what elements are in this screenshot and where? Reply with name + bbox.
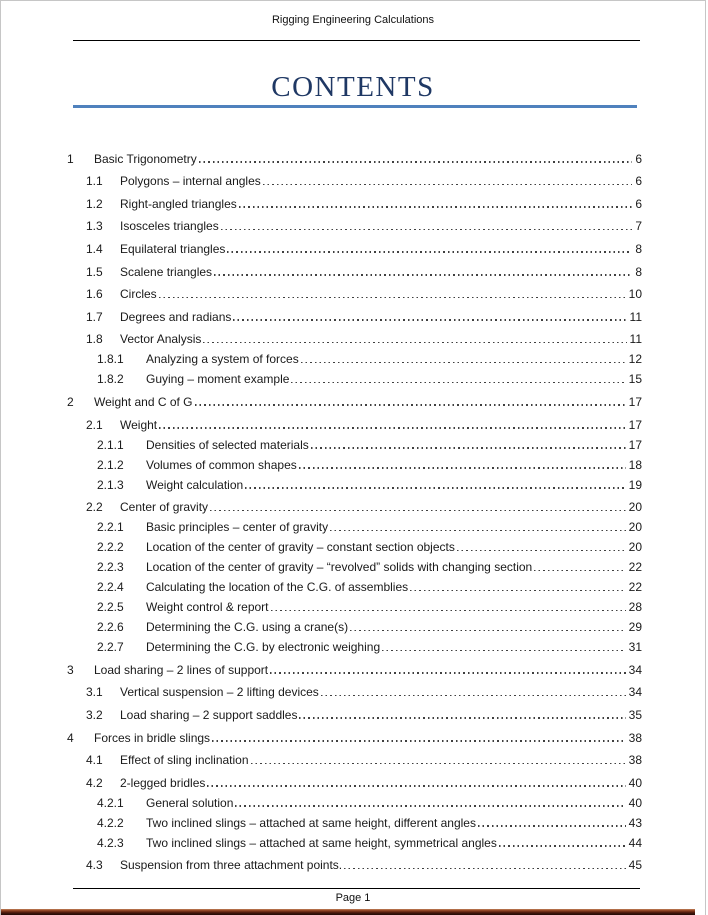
dot-leader xyxy=(350,630,626,632)
toc-entry-label: Weight and C of G xyxy=(94,394,193,409)
dot-leader xyxy=(195,404,626,406)
toc-entry-page: 20 xyxy=(628,540,642,555)
toc-entry-number: 2.1 xyxy=(86,417,103,432)
toc-entry-label: Vector Analysis xyxy=(120,332,202,347)
toc-entry-number: 4.1 xyxy=(86,753,103,768)
toc-entry-number: 4.2.1 xyxy=(97,795,124,810)
toc-entry[interactable] xyxy=(67,192,642,215)
dot-leader xyxy=(499,845,626,847)
dot-leader xyxy=(457,550,626,552)
toc-entry-page: 38 xyxy=(628,753,642,768)
toc-entry-label: Degrees and radians xyxy=(120,309,232,324)
dot-leader xyxy=(212,740,626,742)
contents-title: CONTENTS xyxy=(271,71,435,103)
dot-leader xyxy=(410,590,626,592)
toc-entry-page: 31 xyxy=(628,640,642,655)
dot-leader xyxy=(321,695,626,697)
toc-entry[interactable] xyxy=(67,390,642,413)
toc-entry-page: 40 xyxy=(628,775,642,790)
running-header: Rigging Engineering Calculations xyxy=(271,14,435,26)
toc-entry-page: 17 xyxy=(628,437,642,452)
toc-entry-label: Densities of selected materials xyxy=(146,437,309,452)
toc-entry-number: 1.2 xyxy=(86,196,103,211)
dot-leader xyxy=(251,763,626,765)
dot-leader xyxy=(263,184,633,186)
toc-entry-number: 1.8.1 xyxy=(97,352,124,367)
toc-entry[interactable] xyxy=(67,618,642,638)
toc-entry-page: 12 xyxy=(628,352,642,367)
toc-entry-label: Two inclined slings – attached at same height, symmetrical angles xyxy=(146,835,497,850)
toc-entry-label: Calculating the location of the C.G. of assemblies xyxy=(146,580,409,595)
toc-entry-number: 2.2 xyxy=(86,500,103,515)
toc-entry-number: 1.8.2 xyxy=(97,372,124,387)
toc-entry[interactable] xyxy=(67,749,642,772)
toc-entry-page: 34 xyxy=(628,685,642,700)
dot-leader xyxy=(159,297,626,299)
toc-entry[interactable] xyxy=(67,771,642,794)
toc-entry-label: Basic Trigonometry xyxy=(94,151,197,166)
toc-entry-label: Scalene triangles xyxy=(120,264,213,279)
toc-entry-label: Weight xyxy=(120,417,158,432)
toc-entry-page: 29 xyxy=(628,620,642,635)
toc-entry[interactable] xyxy=(67,658,642,681)
toc-entry-label: Location of the center of gravity – “revolved” solids with changing section xyxy=(146,560,533,575)
dot-leader xyxy=(299,717,625,719)
dot-leader xyxy=(534,570,625,572)
toc-entry-page: 15 xyxy=(628,372,642,387)
dot-leader xyxy=(210,510,626,512)
toc-entry-page: 20 xyxy=(628,520,642,535)
toc-entry[interactable] xyxy=(67,215,642,238)
toc-entry-page: 19 xyxy=(628,477,642,492)
toc-entry-number: 3.2 xyxy=(86,707,103,722)
dot-leader xyxy=(199,161,633,163)
toc-entry-number: 2.1.1 xyxy=(97,437,124,452)
toc-entry-page: 18 xyxy=(628,457,642,472)
toc-entry-page: 35 xyxy=(628,707,642,722)
toc-entry[interactable] xyxy=(67,834,642,854)
toc-entry-label: Guying – moment example xyxy=(146,372,290,387)
toc-entry-number: 2.2.1 xyxy=(97,520,124,535)
toc-list xyxy=(67,147,642,876)
toc-entry-page: 34 xyxy=(628,662,642,677)
toc-entry[interactable] xyxy=(67,237,642,260)
toc-entry-number: 4.2.2 xyxy=(97,815,124,830)
toc-entry-number: 4.2 xyxy=(86,775,103,790)
toc-entry[interactable] xyxy=(67,456,642,476)
toc-entry-label: Weight control & report xyxy=(146,600,269,615)
toc-entry-label: Analyzing a system of forces xyxy=(146,352,299,367)
dot-leader xyxy=(311,447,626,449)
toc-entry-number: 2.2.2 xyxy=(97,540,124,555)
toc-entry-number: 1.3 xyxy=(86,219,103,234)
toc-entry-number: 4.2.3 xyxy=(97,835,124,850)
toc-entry-number: 1.5 xyxy=(86,264,103,279)
toc-entry-number: 3.1 xyxy=(86,685,103,700)
toc-entry-number: 2.2.3 xyxy=(97,560,124,575)
toc-entry-page: 7 xyxy=(635,219,642,234)
dot-leader xyxy=(233,319,626,321)
dot-leader xyxy=(291,382,625,384)
dot-leader xyxy=(159,427,626,429)
toc-entry[interactable] xyxy=(67,370,642,390)
toc-entry[interactable] xyxy=(67,518,642,538)
dot-leader xyxy=(344,868,626,870)
toc-entry-number: 1.1 xyxy=(86,174,103,189)
toc-entry[interactable] xyxy=(67,147,642,170)
toc-entry-page: 8 xyxy=(635,241,642,256)
toc-entry-page: 11 xyxy=(629,332,642,347)
toc-entry[interactable] xyxy=(67,726,642,749)
toc-entry[interactable] xyxy=(67,170,642,193)
toc-entry-number: 2.2.4 xyxy=(97,580,124,595)
toc-entry-page: 6 xyxy=(635,196,642,211)
toc-entry-number: 1.4 xyxy=(86,241,103,256)
toc-entry[interactable] xyxy=(67,283,642,306)
toc-entry[interactable] xyxy=(67,794,642,814)
toc-entry-label: 2-legged bridles xyxy=(120,775,206,790)
toc-entry[interactable] xyxy=(67,598,642,618)
toc-entry[interactable] xyxy=(67,638,642,658)
footer-rule xyxy=(73,888,640,889)
toc-entry[interactable] xyxy=(67,703,642,726)
toc-entry-page: 17 xyxy=(628,417,642,432)
toc-entry-number: 1.6 xyxy=(86,287,103,302)
toc-entry-label: Right-angled triangles xyxy=(120,196,237,211)
toc-entry-number: 1 xyxy=(67,151,74,166)
toc-entry-label: Load sharing – 2 support saddles xyxy=(120,707,298,722)
toc-entry-page: 6 xyxy=(635,174,642,189)
dot-leader xyxy=(239,206,633,208)
page-number-footer: Page 1 xyxy=(335,892,371,904)
dot-leader xyxy=(270,672,626,674)
toc-entry-page: 11 xyxy=(629,309,642,324)
toc-entry-label: Equilateral triangles xyxy=(120,241,226,256)
title-underline-rule xyxy=(73,105,637,108)
toc-entry[interactable] xyxy=(67,558,642,578)
toc-entry-label: Polygons – internal angles xyxy=(120,174,261,189)
toc-entry-label: Vertical suspension – 2 lifting devices xyxy=(120,685,319,700)
toc-entry[interactable] xyxy=(67,436,642,456)
dot-leader xyxy=(203,342,626,344)
dot-leader xyxy=(214,274,632,276)
dot-leader xyxy=(271,610,626,612)
dot-leader xyxy=(382,650,626,652)
toc-entry-label: Forces in bridle slings xyxy=(94,730,211,745)
toc-entry-number: 2.1.3 xyxy=(97,477,124,492)
toc-entry-number: 2.1.2 xyxy=(97,457,124,472)
toc-entry-label: Suspension from three attachment points. xyxy=(120,858,343,873)
toc-entry[interactable] xyxy=(67,350,642,370)
toc-entry-label: Weight calculation xyxy=(146,477,244,492)
dot-leader xyxy=(299,467,626,469)
toc-entry-label: Effect of sling inclination xyxy=(120,753,249,768)
toc-entry-page: 22 xyxy=(628,560,642,575)
bottom-edge-bar xyxy=(1,909,695,915)
toc-entry-label: Determining the C.G. using a crane(s) xyxy=(146,620,349,635)
toc-entry-number: 2.2.7 xyxy=(97,640,124,655)
toc-entry-page: 6 xyxy=(635,151,642,166)
toc-entry[interactable] xyxy=(67,681,642,704)
toc-entry[interactable] xyxy=(67,538,642,558)
toc-entry-page: 22 xyxy=(628,580,642,595)
dot-leader xyxy=(227,251,632,253)
dot-leader xyxy=(207,785,625,787)
dot-leader xyxy=(478,825,626,827)
toc-entry[interactable] xyxy=(67,854,642,877)
toc-entry[interactable] xyxy=(67,814,642,834)
toc-entry-label: Circles xyxy=(120,287,157,302)
header-rule xyxy=(73,40,640,41)
toc-entry[interactable] xyxy=(67,413,642,436)
toc-entry-page: 38 xyxy=(628,730,642,745)
toc-entry-number: 2.2.5 xyxy=(97,600,124,615)
toc-entry-page: 43 xyxy=(628,815,642,830)
toc-entry-number: 4 xyxy=(67,730,74,745)
toc-entry[interactable] xyxy=(67,260,642,283)
toc-entry-label: Determining the C.G. by electronic weighing xyxy=(146,640,381,655)
dot-leader xyxy=(301,362,626,364)
dot-leader xyxy=(235,805,625,807)
toc-entry-label: Isosceles triangles xyxy=(120,219,219,234)
toc-entry-label: Location of the center of gravity – constant section objects xyxy=(146,540,455,555)
dot-leader xyxy=(245,487,625,489)
toc-entry-number: 4.3 xyxy=(86,858,103,873)
toc-entry-number: 2 xyxy=(67,394,74,409)
toc-entry-label: Two inclined slings – attached at same height, different angles xyxy=(146,815,476,830)
toc-entry-number: 3 xyxy=(67,662,74,677)
toc-entry-page: 45 xyxy=(628,858,642,873)
toc-entry-label: Volumes of common shapes xyxy=(146,457,297,472)
toc-entry-page: 28 xyxy=(628,600,642,615)
toc-entry-label: Basic principles – center of gravity xyxy=(146,520,329,535)
toc-entry-page: 20 xyxy=(628,500,642,515)
toc-entry[interactable] xyxy=(67,578,642,598)
toc-entry-page: 8 xyxy=(635,264,642,279)
toc-entry-label: General solution xyxy=(146,795,234,810)
dot-leader xyxy=(221,229,633,231)
dot-leader xyxy=(330,530,626,532)
toc-entry-page: 40 xyxy=(628,795,642,810)
toc-entry-page: 10 xyxy=(628,287,642,302)
toc-entry-page: 17 xyxy=(628,394,642,409)
toc-entry[interactable] xyxy=(67,305,642,328)
toc-entry[interactable] xyxy=(67,328,642,351)
toc-entry-number: 1.8 xyxy=(86,332,103,347)
toc-entry-number: 2.2.6 xyxy=(97,620,124,635)
toc-entry-label: Center of gravity xyxy=(120,500,209,515)
toc-entry[interactable] xyxy=(67,496,642,519)
toc-entry-label: Load sharing – 2 lines of support xyxy=(94,662,269,677)
toc-entry-number: 1.7 xyxy=(86,309,103,324)
toc-entry-page: 44 xyxy=(628,835,642,850)
toc-entry[interactable] xyxy=(67,476,642,496)
